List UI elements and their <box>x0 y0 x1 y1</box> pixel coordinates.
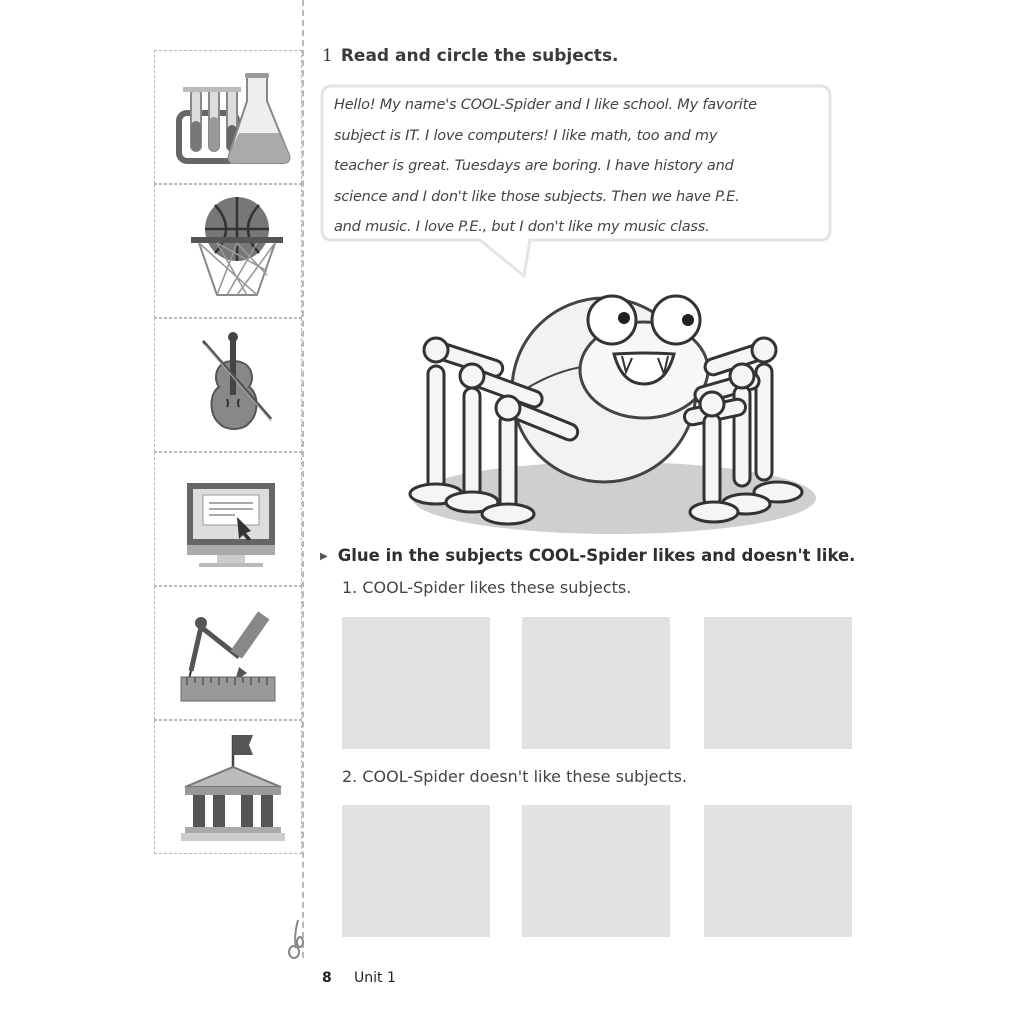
triangle-bullet-icon: ▶ <box>320 551 328 562</box>
sticker-math[interactable] <box>154 586 302 720</box>
likes-glue-box[interactable] <box>704 617 852 749</box>
dislikes-glue-box[interactable] <box>522 805 670 937</box>
spider-illustration <box>404 280 824 540</box>
dislikes-label: 2. COOL-Spider doesn't like these subjects. <box>342 767 688 786</box>
sticker-music[interactable] <box>154 318 302 452</box>
sticker-column <box>154 50 302 854</box>
likes-glue-box[interactable] <box>342 617 490 749</box>
math-tools-icon <box>155 587 303 721</box>
speech-line: teacher is great. Tuesdays are boring. I have history and <box>334 158 734 175</box>
sticker-it[interactable] <box>154 452 302 586</box>
exercise-heading <box>322 46 619 66</box>
speech-line: science and I don't like those subjects. Then we have P.E. <box>334 188 740 205</box>
speech-line: subject is IT. I love computers! I like math, too and my <box>334 127 718 144</box>
speech-line: Hello! My name's COOL-Spider and I like school. My favorite <box>334 97 757 113</box>
computer-icon <box>155 453 303 587</box>
speech-text <box>334 90 824 243</box>
likes-glue-box[interactable] <box>522 617 670 749</box>
likes-label: 1. COOL-Spider likes these subjects. <box>342 578 632 597</box>
violin-icon <box>155 319 303 453</box>
basketball-hoop-icon <box>155 185 303 319</box>
exercise-number: 1 <box>322 46 333 66</box>
unit-label: Unit 1 <box>354 970 396 986</box>
page-number: 8 <box>322 970 332 986</box>
science-lab-icon <box>155 51 303 185</box>
scissors-icon <box>284 918 308 960</box>
dislikes-glue-box[interactable] <box>342 805 490 937</box>
instruction <box>320 546 855 565</box>
dislikes-glue-box[interactable] <box>704 805 852 937</box>
instruction-text: Glue in the subjects COOL-Spider likes and doesn't like. <box>337 546 856 565</box>
sticker-history[interactable] <box>154 720 302 854</box>
exercise-title: Read and circle the subjects. <box>340 46 619 66</box>
museum-icon <box>155 721 303 855</box>
sticker-pe[interactable] <box>154 184 302 318</box>
sticker-science[interactable] <box>154 50 302 184</box>
speech-line: and music. I love P.E., but I don't like my music class. <box>334 219 710 236</box>
